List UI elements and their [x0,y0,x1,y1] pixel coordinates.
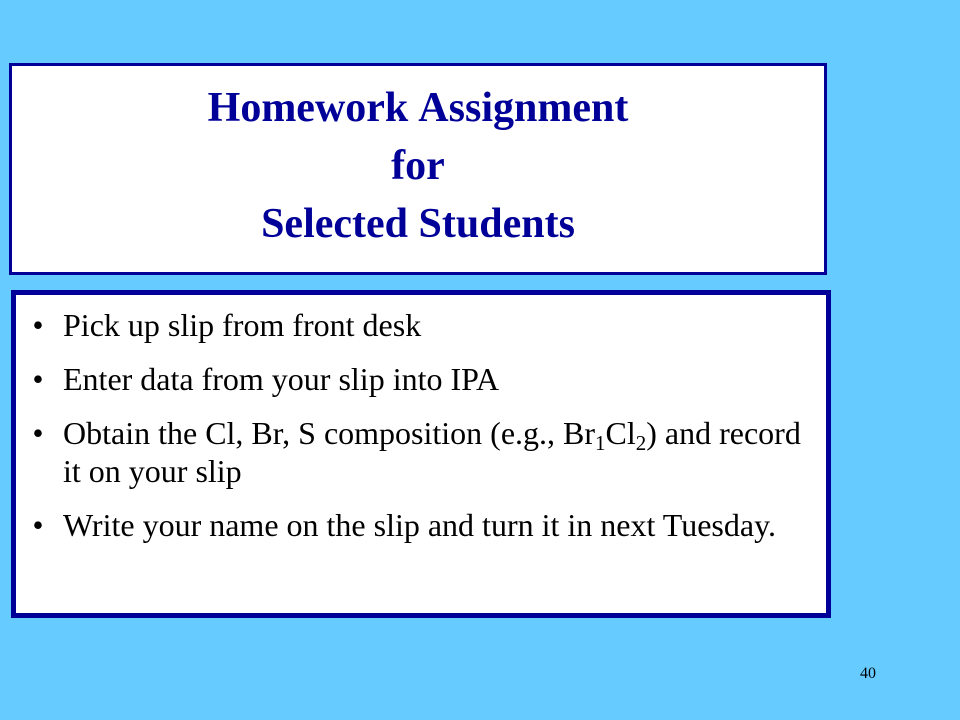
bullet-text: Enter data from your slip into IPA [63,361,500,397]
title-word-assignment: Assignment [418,85,629,131]
bullet-item-pick-up-slip [16,306,826,344]
bullet-text: Pick up slip from front desk [63,307,422,343]
subscript-2: 2 [635,431,647,455]
bullet-item-enter-data [16,360,826,398]
content-box [11,290,831,618]
bullet-list [16,295,826,544]
title-box [9,63,827,275]
bullet-icon: • [32,307,44,343]
subscript-1: 1 [595,431,606,455]
bullet-text-end: ) and record it on your slip [63,415,801,489]
bullet-text-start: Obtain the Cl, Br, S composition (e.g., Br [63,415,596,451]
bullet-icon: • [32,415,44,451]
title-line-3: Selected Students [261,201,575,247]
page-number: 40 [860,665,876,682]
title-line-1 [12,79,824,137]
bullet-icon: • [32,361,44,397]
bullet-text: Write your name on the slip and turn it in next Tuesday. [63,507,776,543]
bullet-item-write-name [16,506,826,544]
title-word-homework: Homework [207,85,409,131]
bullet-icon: • [32,507,44,543]
title-line-2: for [391,143,445,189]
bullet-text-mid: Cl [605,415,636,451]
bullet-item-obtain-composition [16,414,826,490]
